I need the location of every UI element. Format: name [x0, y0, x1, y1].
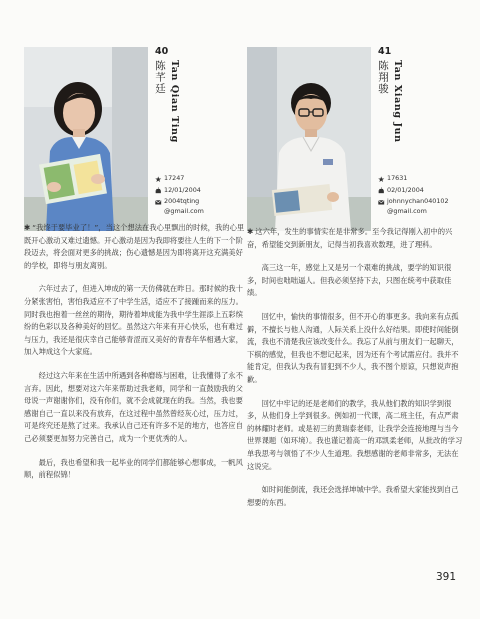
- birthday-cake-icon: [378, 186, 387, 198]
- essay-paragraph: 六年过去了，但进入坤成的第一天仿佛就在昨日。那时候的我十分紧张害怕，害怕我适应不了中学生活，适应不了接踵而来的压力。同时我也抱着一丝丝的期待，期待着坤成能为我中学生涯添上五彩缤纷的色彩以及各种美好的回忆。虽然这六年来有开心快乐，也有难过与压力，我还是很庆幸自己能够青涩而又美好的青春年华相遇大家，加入坤成这个大家庭。: [24, 284, 243, 357]
- student-profile-41: [247, 0, 468, 507]
- essay-paragraph: 回忆中牢记的还是老师们的教学，我从他们教的知识学到很多，从他们身上学到很多。例如初一代课，高二班主任，有点严肃的林耀时老师。或是初三的黄瑞泰老师，让我学会连接地理与当今世界课题（如环境）。我也谨记着高一的邓凯柔老师，从批改的学习单我思考与领悟了不少人生道理。我想感谢的老师非常多，无法在这说完。: [247, 398, 463, 471]
- email-line-2: @gmail.com: [164, 206, 204, 215]
- student-number: 41: [378, 46, 392, 57]
- profile-header: [247, 0, 468, 232]
- contact-info: [155, 174, 204, 216]
- student-roman-name: Tan Xiang Jun: [392, 60, 403, 143]
- profile-essay: [247, 226, 465, 520]
- essay-paragraph: 高三这一年，感觉上又是另一个艰难的挑战，要学的知识很多，时间也咄咄逼人。但我必须坚持下去，只图在统考中获取佳绩。: [247, 263, 452, 298]
- student-number: 40: [155, 46, 169, 57]
- birthday-cake-icon: [155, 186, 164, 198]
- essay-paragraph: ✱ 这六年，发生的事情实在是非常多。至今我记得刚入初中的兴奋，希望能交到新朋友，记得当初我喜欢数理，进了理科。: [247, 227, 453, 249]
- star-icon: ✱: [247, 227, 254, 236]
- student-roman-name: Tan Qian Ting: [169, 60, 180, 143]
- email-icon: [155, 197, 164, 209]
- student-profile-40: [24, 0, 246, 480]
- star-icon: ✱: [24, 223, 31, 232]
- birthdate: 12/01/2004: [164, 185, 201, 194]
- student-id-icon: [155, 174, 164, 186]
- email-line-2: @gmail.com: [387, 206, 427, 215]
- profile-essay: [24, 222, 246, 493]
- student-chinese-name: 陈翔骏: [377, 60, 389, 95]
- email-icon: [378, 197, 387, 209]
- essay-paragraph: 最后，我也希望和我一起毕业的同学们都能够心想事成，一帆风顺，前程似锦！: [24, 457, 243, 480]
- profile-header: [24, 0, 246, 232]
- email-line-1: 2004tqting: [164, 197, 200, 206]
- essay-paragraph: 经过这六年来在生活中所遇到各种磨练与困难，让我懂得了永不言弃。因此，想要对这六年来帮助过我老师，同学和一直鼓励我的父母说一声谢谢你们，没有你们，就不会成就现在的我。当然，我也要感谢自己一直以来没有放弃，在这过程中虽然曾经灰心过，压力过，可是终究还是熬了过来。我承认自己还有许多不足的地方，也答应自己必须要更加努力完善自己，成为一个更优秀的人。: [24, 370, 243, 443]
- essay-paragraph: 如时间能倒流，我还会选择坤城中学。我希望大家能找到自己想要的东西。: [247, 485, 459, 507]
- student-photo: [247, 47, 371, 231]
- essay-paragraph: 回忆中，愉快的事情很多，但不开心的事更多。我向来有点孤僻，不擅长与他人沟通，人际关系上没什么好结果。即使时间能倒流，我也不清楚我应该改变什么。我忘了从前与朋友们一起聊天，下棋的感觉，但我也不想记起来，因为还有个考试需应付。我并不能肯定，但我认为我有冒犯到不少人，我不图个原谅，只想说声抱歉。: [247, 311, 459, 384]
- birthdate: 02/01/2004: [387, 185, 424, 194]
- student-photo: [24, 47, 148, 231]
- contact-info: [378, 174, 449, 216]
- student-id: 17631: [387, 174, 408, 182]
- page-number: 391: [436, 571, 457, 583]
- student-id: 17247: [164, 174, 185, 182]
- essay-paragraph: ✱ “我终于要毕业了！”，当这个想法在我心里飘出的时候，我的心里既开心激动又难过遗憾。开心激动是因为我即将要往人生的下一个阶段迈去，将会面对更多的挑战；伤心遗憾是因为即将离开这充满美好的学校，即将与朋友离别。: [24, 223, 245, 270]
- student-id-icon: [378, 174, 387, 186]
- email-line-1: johnnychan040102: [387, 197, 449, 206]
- student-chinese-name: 陈芊廷: [154, 60, 166, 95]
